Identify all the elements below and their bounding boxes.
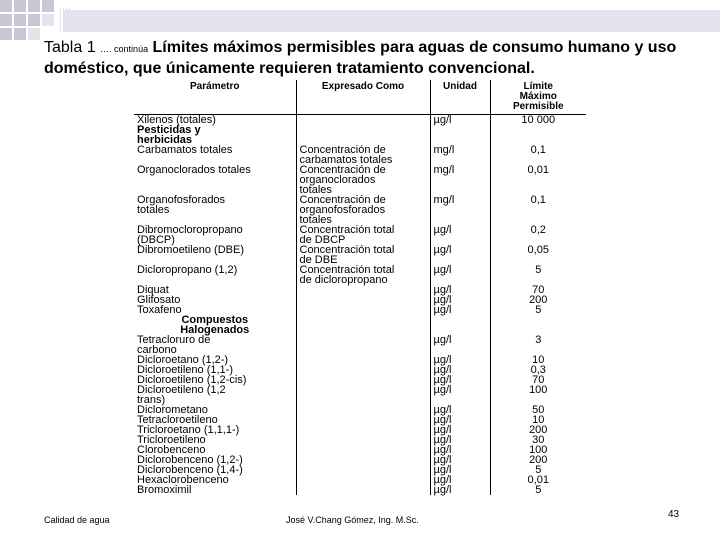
corner-square: [0, 0, 12, 12]
cell-expresado-como: [296, 285, 430, 295]
title-prefix: Tabla 1: [44, 39, 101, 56]
cell-unidad: mg/l: [430, 165, 490, 195]
cell-parametro: Dibromocloropropano (DBCP): [137, 224, 243, 246]
page-number: 43: [668, 509, 680, 520]
cell-unidad: µg/l: [430, 465, 490, 475]
table-row: [134, 165, 586, 195]
cell-parametro: Dicloroetileno (1,2 trans): [137, 384, 226, 406]
cell-unidad: mg/l: [430, 145, 490, 165]
corner-square: [14, 0, 26, 12]
cell-limite: 0,3: [490, 365, 586, 375]
cell-unidad: µg/l: [430, 295, 490, 305]
table-body: [134, 115, 586, 496]
cell-parametro: Dicloropropano (1,2): [137, 264, 238, 276]
cell-limite: 0,01: [490, 165, 586, 195]
cell-unidad: µg/l: [430, 435, 490, 445]
cell-expresado-como: Concentración total de dicloropropano: [296, 265, 430, 285]
cell-unidad: µg/l: [430, 485, 490, 495]
header-limite: Límite Máximo Permisible: [490, 80, 586, 115]
cell-unidad: µg/l: [430, 305, 490, 315]
cell-unidad: µg/l: [430, 245, 490, 265]
cell-limite: 0,2: [490, 225, 586, 245]
cell-expresado-como: [296, 365, 430, 375]
cell-unidad: mg/l: [430, 195, 490, 225]
cell-parametro: Dicloroetileno (1,2-cis): [137, 374, 247, 386]
cell-expresado-como: Concentración de organoclorados totales: [296, 165, 430, 195]
header-parametro: Parámetro: [134, 80, 296, 115]
cell-parametro: Organofosforados totales: [137, 194, 226, 216]
header-expresado-como: Expresado Como: [296, 80, 430, 115]
cell-limite: 0,1: [490, 145, 586, 165]
cell-limite: 30: [490, 435, 586, 445]
table-row: [134, 145, 586, 165]
cell-expresado-como: [296, 455, 430, 465]
cell-limite: 200: [490, 425, 586, 435]
cell-limite: 5: [490, 465, 586, 475]
cell-parametro: Diclorometano: [137, 404, 208, 416]
slide-title: [44, 38, 684, 79]
corner-square: [28, 28, 40, 40]
corner-square: [42, 0, 54, 12]
cell-parametro: Dibromoetileno (DBE): [137, 244, 244, 256]
cell-expresado-como: [296, 425, 430, 435]
cell-limite: 5: [490, 265, 586, 285]
cell-limite: 0,01: [490, 475, 586, 485]
cell-expresado-como: Concentración de carbamatos totales: [296, 145, 430, 165]
header-band: [64, 10, 720, 32]
cell-parametro: Hexaclorobenceno: [137, 474, 229, 486]
cell-unidad: µg/l: [430, 415, 490, 425]
cell-parametro: Toxafeno: [137, 304, 182, 316]
cell-unidad: µg/l: [430, 425, 490, 435]
cell-expresado-como: [296, 305, 430, 315]
cell-parametro: Clorobenceno: [137, 444, 206, 456]
table-row: [134, 315, 586, 335]
table-row: [134, 265, 586, 285]
cell-expresado-como: [296, 405, 430, 415]
cell-parametro: Dicloroetileno (1,1-): [137, 364, 233, 376]
title-continua: …. continúa: [100, 44, 149, 54]
cell-parametro: Pesticidas y herbicidas: [137, 124, 201, 146]
corner-stripe: [60, 8, 61, 32]
corner-square: [14, 28, 26, 40]
cell-unidad: µg/l: [430, 475, 490, 485]
title-main: Límites máximos permisibles para aguas de consumo humano y uso doméstico, que únicamente requieren tratamiento convencional.: [44, 39, 677, 77]
cell-limite: 0,05: [490, 245, 586, 265]
cell-expresado-como: [296, 475, 430, 485]
table-row: [134, 335, 586, 355]
corner-square: [0, 14, 12, 26]
table-row: [134, 485, 586, 495]
table-row: [134, 295, 586, 305]
cell-limite: 10: [490, 415, 586, 425]
cell-limite: 100: [490, 385, 586, 405]
cell-unidad: µg/l: [430, 385, 490, 405]
cell-unidad: µg/l: [430, 445, 490, 455]
table-row: [134, 125, 586, 145]
cell-limite: [490, 125, 586, 145]
cell-limite: 10 000: [490, 115, 586, 126]
corner-stripe: [63, 8, 64, 32]
cell-parametro: Diquat: [137, 284, 169, 296]
corner-square: [42, 14, 54, 26]
header-unidad: Unidad: [430, 80, 490, 115]
cell-parametro: Tricloroetano (1,1,1-): [137, 424, 240, 436]
cell-unidad: µg/l: [430, 265, 490, 285]
cell-unidad: µg/l: [430, 285, 490, 295]
cell-expresado-como: Concentración de organofosforados totales: [296, 195, 430, 225]
cell-expresado-como: [296, 115, 430, 126]
cell-unidad: µg/l: [430, 225, 490, 245]
table-row: [134, 225, 586, 245]
cell-parametro: Diclorobenceno (1,4-): [137, 464, 243, 476]
table-row: [134, 385, 586, 405]
cell-expresado-como: [296, 375, 430, 385]
cell-limite: 0,1: [490, 195, 586, 225]
cell-parametro: Xilenos (totales): [137, 114, 216, 126]
corner-square: [28, 0, 40, 12]
cell-unidad: µg/l: [430, 335, 490, 355]
cell-unidad: µg/l: [430, 365, 490, 375]
cell-unidad: µg/l: [430, 455, 490, 465]
cell-parametro: Tetracloruro de carbono: [137, 334, 211, 356]
cell-limite: 200: [490, 455, 586, 465]
cell-limite: 100: [490, 445, 586, 455]
cell-limite: 3: [490, 335, 586, 355]
limits-table: [134, 80, 586, 495]
footer-author: José V.Chang Gómez, Ing. M.Sc.: [286, 515, 419, 525]
cell-expresado-como: [296, 435, 430, 445]
cell-parametro: Compuestos Halogenados: [180, 314, 250, 336]
cell-expresado-como: [296, 465, 430, 475]
cell-limite: 200: [490, 295, 586, 305]
corner-decoration: [0, 0, 720, 40]
table-row: [134, 285, 586, 295]
cell-expresado-como: [296, 125, 430, 145]
cell-limite: 5: [490, 305, 586, 315]
cell-unidad: [430, 315, 490, 335]
cell-expresado-como: [296, 385, 430, 405]
cell-unidad: µg/l: [430, 355, 490, 365]
cell-parametro: Tricloroetileno: [137, 434, 206, 446]
corner-square: [0, 28, 12, 40]
cell-expresado-como: [296, 315, 430, 335]
limits-table-image: [134, 80, 586, 508]
footer-left: Calidad de agua: [44, 515, 110, 525]
cell-limite: 70: [490, 375, 586, 385]
cell-limite: 50: [490, 405, 586, 415]
cell-parametro: Tetracloroetileno: [137, 414, 218, 426]
cell-parametro: Bromoximil: [137, 484, 192, 496]
cell-parametro: Dicloroetano (1,2-): [137, 354, 229, 366]
table-header-row: [134, 80, 586, 115]
table-row: [134, 245, 586, 265]
cell-parametro: Diclorobenceno (1,2-): [137, 454, 243, 466]
table-row: [134, 195, 586, 225]
cell-expresado-como: [296, 415, 430, 425]
cell-limite: 70: [490, 285, 586, 295]
corner-square: [14, 14, 26, 26]
cell-unidad: [430, 125, 490, 145]
cell-limite: 5: [490, 485, 586, 495]
cell-expresado-como: [296, 355, 430, 365]
cell-unidad: µg/l: [430, 115, 490, 126]
cell-unidad: µg/l: [430, 375, 490, 385]
cell-expresado-como: [296, 295, 430, 305]
cell-expresado-como: Concentración total de DBE: [296, 245, 430, 265]
cell-expresado-como: [296, 335, 430, 355]
cell-expresado-como: [296, 445, 430, 455]
cell-unidad: µg/l: [430, 405, 490, 415]
cell-limite: 10: [490, 355, 586, 365]
cell-expresado-como: [296, 485, 430, 495]
table-row: [134, 115, 586, 126]
cell-expresado-como: Concentración total de DBCP: [296, 225, 430, 245]
cell-limite: [490, 315, 586, 335]
table-row: [134, 475, 586, 485]
cell-parametro: Organoclorados totales: [137, 164, 251, 176]
cell-parametro: Carbamatos totales: [137, 144, 233, 156]
corner-square: [28, 14, 40, 26]
cell-parametro: Glifosato: [137, 294, 181, 306]
